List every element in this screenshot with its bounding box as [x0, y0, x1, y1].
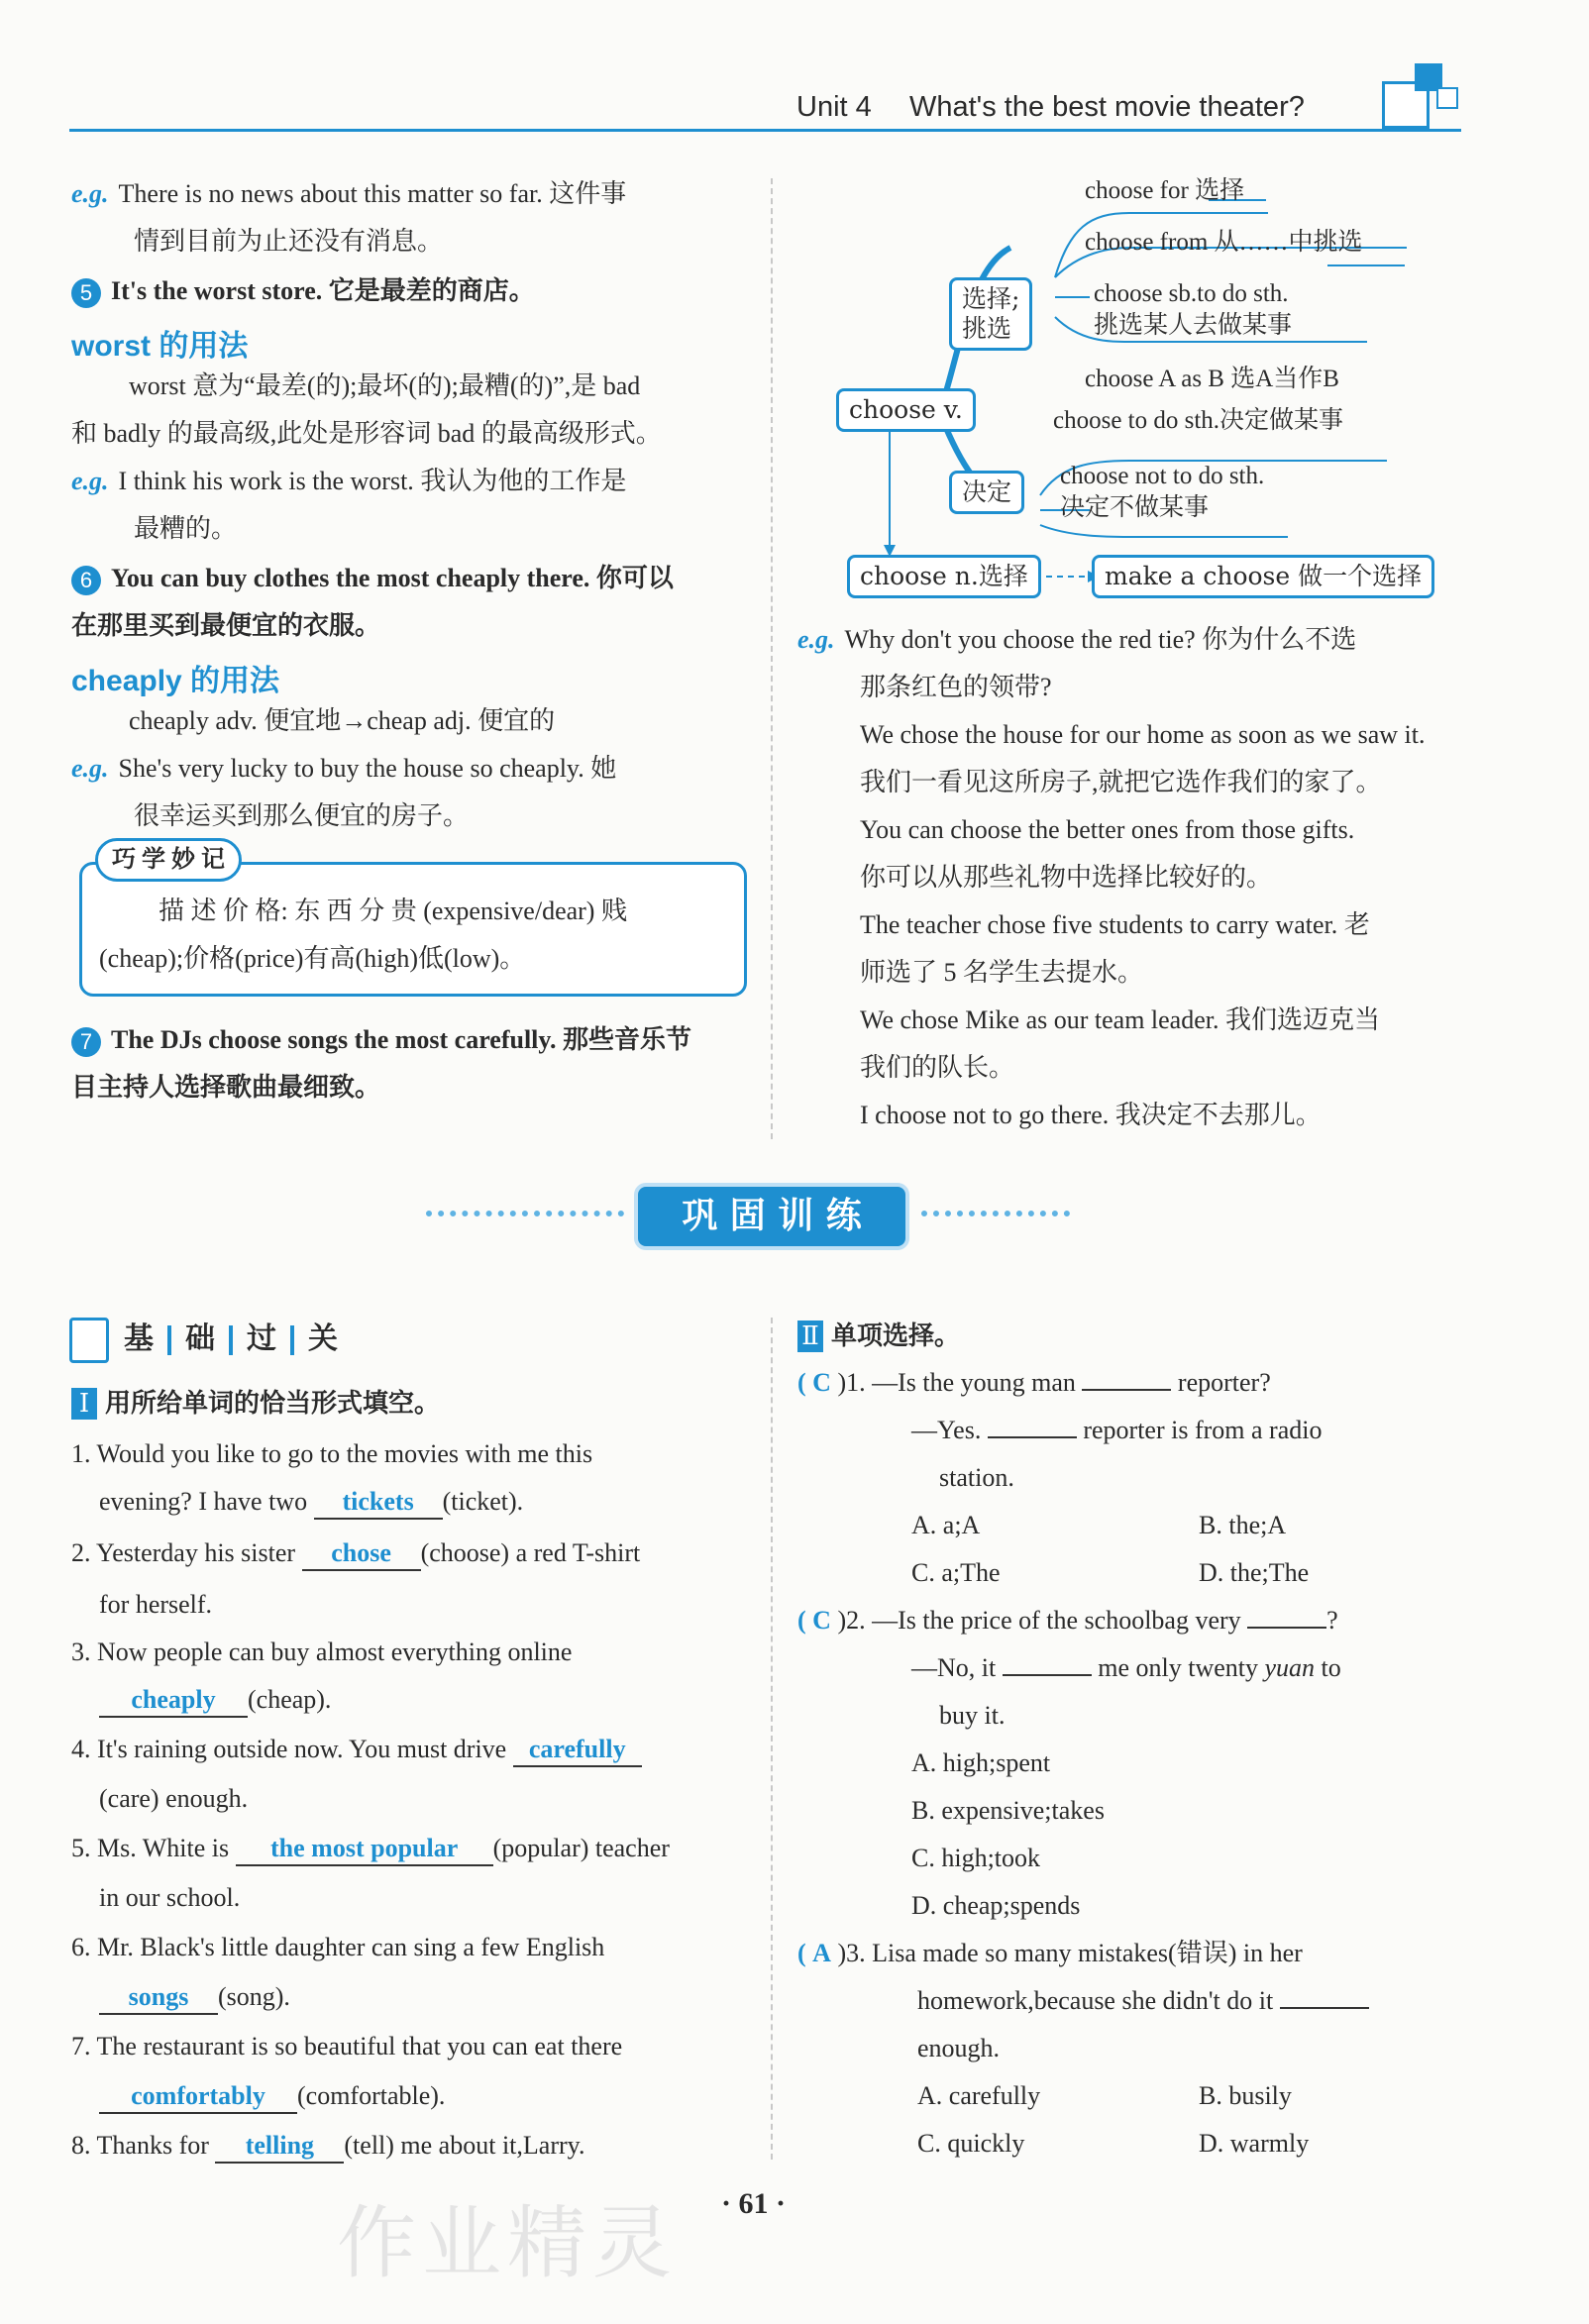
mc-q3-opt-c: C. quickly [917, 2129, 1025, 2158]
tip-line2: (cheap);价格(price)有高(high)低(low)。 [99, 944, 526, 973]
mindmap-branch-choose-not-to-zh: 决定不做某事 [1060, 494, 1210, 521]
mc-q3-line3: enough. [917, 2034, 1001, 2062]
worst-p2: 和 badly 的最高级,此处是形容词 bad 的最高级形式。 [71, 419, 662, 448]
q6-answer: songs [99, 1981, 218, 2015]
mc-q2-opt-a: A. high;spent [911, 1748, 1051, 1777]
basics-notebook-icon [69, 1318, 109, 1363]
tip-line1: 描 述 价 格: 东 西 分 贵 (expensive/dear) 贱 [159, 897, 627, 925]
q2-line2: for herself. [99, 1590, 213, 1619]
mc-q3-opt-a: A. carefully [917, 2081, 1041, 2110]
item6-line1: 6 You can buy clothes the most cheaply there. 你可以 [71, 563, 674, 595]
rt-eg5-line2: 我们的队长。 [860, 1053, 1015, 1082]
banner-dots-right [921, 1211, 1070, 1224]
q4-line2: (care) enough. [99, 1784, 249, 1813]
mindmap-branch-choose-sb: choose sb.to do sth. [1094, 280, 1289, 307]
eg3-line2: 很幸运买到那么便宜的房子。 [134, 801, 470, 830]
part2-title: Ⅱ 单项选择。 [797, 1320, 960, 1352]
mc-q1-line1: ( C )1. —Is the young man reporter? [797, 1368, 1271, 1397]
q3-line2: cheaply (cheap). [99, 1684, 331, 1718]
mc-q3-answer: A [812, 1939, 831, 1967]
tip-box [79, 862, 747, 997]
item5: 5 It's the worst store. 它是最差的商店。 [71, 275, 535, 308]
mc-q2-line2: —No, it me only twenty yuan to [911, 1653, 1341, 1682]
mc-q1-opt-b: B. the;A [1199, 1511, 1287, 1539]
column-divider-lower [771, 1318, 773, 2160]
mc-q2-opt-b: B. expensive;takes [911, 1796, 1105, 1825]
q5-line1: 5. Ms. White is the most popular (popular) teacher [71, 1833, 670, 1866]
eg2-line2: 最糟的。 [134, 514, 238, 543]
header-square-small-icon [1436, 87, 1458, 109]
mindmap-noun-node: choose n.选择 [847, 555, 1041, 598]
mindmap-make-choice-node: make a choose 做一个选择 [1092, 555, 1434, 598]
mc-q2-answer: C [812, 1606, 831, 1635]
mindmap-branch-choose-a-as-b: choose A as B 选A当作B [1085, 366, 1339, 392]
mindmap-root: choose v. [836, 388, 976, 432]
rt-eg4-line1: The teacher chose five students to carry water. 老 [860, 910, 1370, 939]
q6-line2: songs (song). [99, 1981, 290, 2015]
eg3-line1: e.g. She's very lucky to buy the house so cheaply. 她 [71, 754, 617, 783]
rt-eg5-line1: We chose Mike as our team leader. 我们选迈克当 [860, 1005, 1381, 1034]
q4-line1: 4. It's raining outside now. You must drive carefully [71, 1734, 642, 1767]
mc-q1-opt-a: A. a;A [911, 1511, 981, 1539]
mindmap-select-node: 选择; 挑选 [949, 277, 1032, 351]
q1-line2: evening? I have two tickets (ticket). [99, 1486, 523, 1520]
worst-heading: worst 的用法 [71, 330, 249, 363]
banner-dots-left [426, 1211, 624, 1224]
q2-line1: 2. Yesterday his sister chose (choose) a red T-shirt [71, 1537, 640, 1571]
mindmap-branch-choose-for: choose for 选择 [1085, 177, 1245, 204]
mindmap-branch-choose-sb-zh: 挑选某人去做某事 [1094, 312, 1293, 339]
mc-q1-line3: station. [939, 1463, 1014, 1492]
rt-eg2-en: We chose the house for our home as soon as we saw it. [860, 720, 1426, 749]
mc-q3-opt-b: B. busily [1199, 2081, 1292, 2110]
q7-line1: 7. The restaurant is so beautiful that you can eat there [71, 2032, 623, 2060]
q7-answer: comfortably [99, 2080, 297, 2114]
mc-q1-opt-c: C. a;The [911, 1558, 1001, 1587]
mc-q3-line1: ( A )3. Lisa made so many mistakes(错误) in her [797, 1939, 1303, 1967]
mc-q1-answer: C [812, 1368, 831, 1397]
rt-eg6: I choose not to go there. 我决定不去那儿。 [860, 1101, 1322, 1129]
mindmap-branch-choose-from: choose from 从……中挑选 [1085, 229, 1363, 256]
rt-eg3-en: You can choose the better ones from those gifts. [860, 815, 1355, 844]
q1-answer: tickets [314, 1486, 443, 1520]
mc-q3-line2: homework,because she didn't do it [917, 1985, 1369, 2017]
mindmap-branch-choose-not-to: choose not to do sth. [1060, 463, 1265, 489]
mindmap-decide-node: 决定 [949, 471, 1024, 514]
mc-q2-opt-c: C. high;took [911, 1844, 1041, 1872]
mc-q1-opt-d: D. the;The [1199, 1558, 1310, 1587]
rt-eg4-line2: 师选了 5 名学生去提水。 [860, 958, 1144, 987]
mc-q2-line3: buy it. [939, 1701, 1006, 1730]
header-unit: Unit 4 [796, 91, 872, 123]
watermark: 作业精灵 [337, 2197, 678, 2289]
item6-line2: 在那里买到最便宜的衣服。 [71, 611, 381, 640]
mc-q3-opt-d: D. warmly [1199, 2129, 1310, 2158]
part1-title: Ⅰ 用所给单词的恰当形式填空。 [71, 1387, 440, 1420]
rt-eg2-zh: 我们一看见这所房子,就把它选作我们的家了。 [860, 768, 1382, 796]
eg2-line1: e.g. I think his work is the worst. 我认为他的工作是 [71, 467, 627, 495]
mc-q2-opt-d: D. cheap;spends [911, 1891, 1081, 1920]
mindmap-branch-choose-to: choose to do sth.决定做某事 [1053, 407, 1344, 434]
item7-line1: 7 The DJs choose songs the most carefully. 那些音乐节 [71, 1024, 691, 1057]
rt-eg3-zh: 你可以从那些礼物中选择比较好的。 [860, 863, 1273, 892]
section-banner: 巩 固 训 练 [638, 1187, 905, 1246]
q5-answer: the most popular [236, 1833, 493, 1866]
header-rule [69, 129, 1461, 132]
mc-q1-line2: —Yes. reporter is from a radio [911, 1416, 1323, 1444]
q8-answer: telling [215, 2130, 344, 2164]
q5-line2: in our school. [99, 1883, 241, 1912]
basics-title: 基 础 过 关 [124, 1322, 338, 1355]
q4-answer: carefully [513, 1734, 642, 1767]
mc-q2-line1: ( C )2. —Is the price of the schoolbag very ? [797, 1606, 1338, 1635]
rt-eg1-line1: e.g. Why don't you choose the red tie? 你为什么不选 [797, 625, 1357, 654]
worst-p1: worst 意为“最差(的);最坏(的);最糟(的)”,是 bad [129, 371, 641, 400]
q1-line1: 1. Would you like to go to the movies with me this [71, 1439, 593, 1468]
q6-line1: 6. Mr. Black's little daughter can sing a few English [71, 1933, 605, 1961]
eg1-line2: 情到目前为止还没有消息。 [134, 227, 444, 256]
q3-answer: cheaply [99, 1684, 248, 1718]
q7-line2: comfortably (comfortable). [99, 2080, 445, 2114]
column-divider [771, 178, 773, 1139]
header-title: What's the best movie theater? [909, 91, 1305, 123]
q2-answer: chose [302, 1537, 421, 1571]
page-number: · 61 · [721, 2187, 787, 2220]
rt-eg1-line2: 那条红色的领带? [860, 673, 1052, 701]
q8-line: 8. Thanks for telling (tell) me about it,Larry. [71, 2130, 584, 2164]
cheaply-p1: cheaply adv. 便宜地→cheap adj. 便宜的 [129, 706, 556, 735]
cheaply-heading: cheaply 的用法 [71, 665, 280, 697]
eg1-line1: e.g. There is no news about this matter so far. 这件事 [71, 179, 627, 208]
tip-title: 巧 学 妙 记 [95, 838, 242, 882]
q3-line1: 3. Now people can buy almost everything online [71, 1637, 573, 1666]
item7-line2: 目主持人选择歌曲最细致。 [71, 1073, 381, 1102]
